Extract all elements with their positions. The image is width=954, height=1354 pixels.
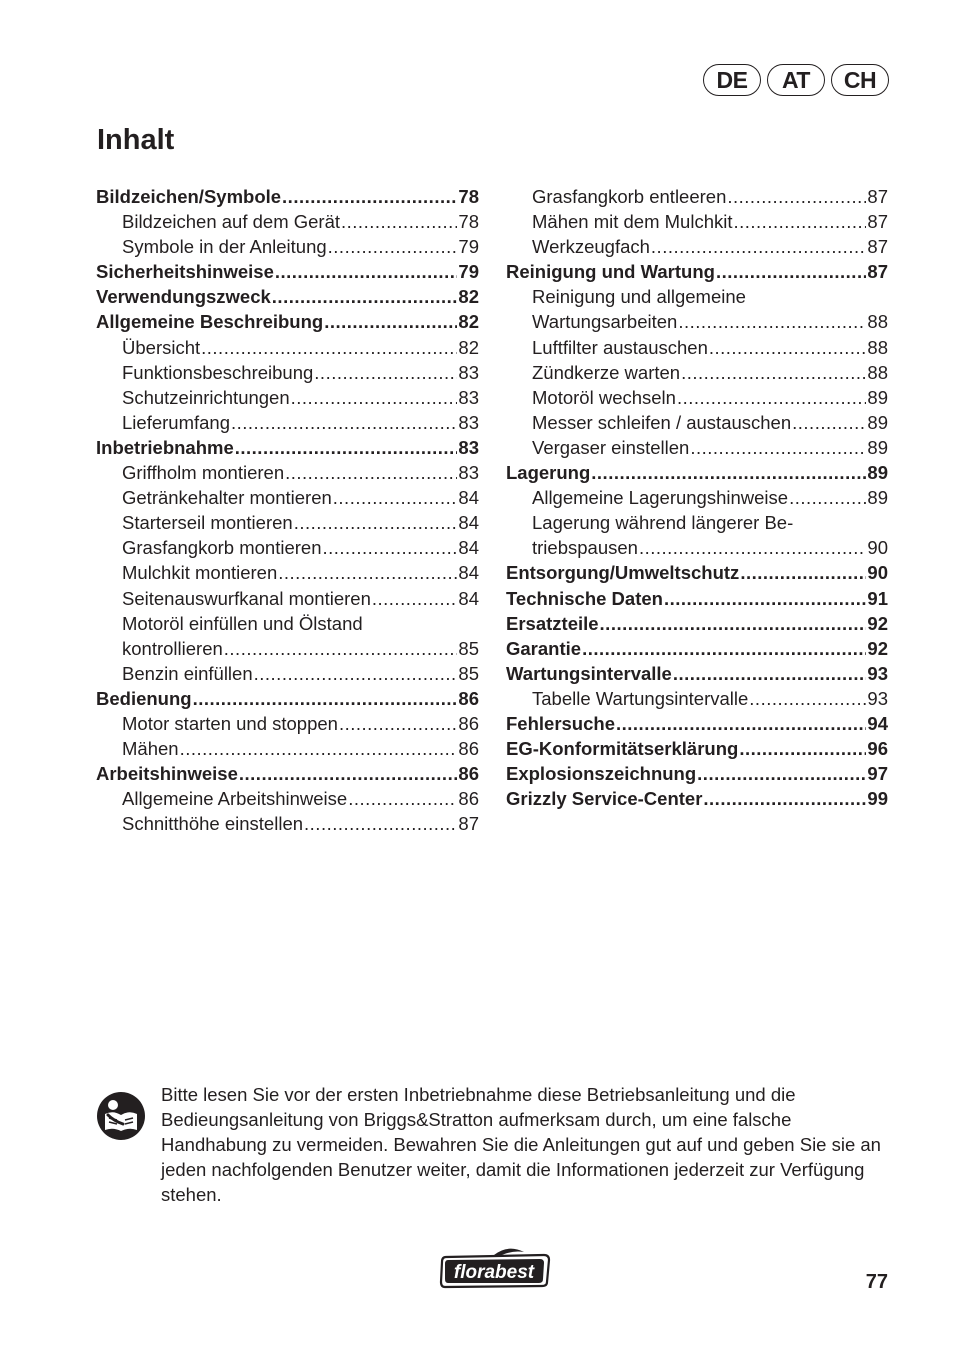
toc-entry-page: 86 [458,788,479,810]
country-badge-de: DE [703,64,761,96]
toc-leader-dots [314,360,457,385]
logo-text: florabest [453,1262,535,1283]
toc-entry-label: Schnitthöhe einstellen [122,813,304,835]
toc-subsection-entry[interactable] [96,510,479,535]
toc-subsection-entry[interactable] [96,360,479,385]
read-manual-note [96,1082,896,1207]
toc-subsection-entry[interactable] [96,335,479,360]
toc-entry-label: Getränkehalter montieren [122,487,332,509]
toc-entry-page: 96 [867,738,888,760]
toc-subsection-entry[interactable] [506,209,888,234]
toc-leader-dots [703,786,866,811]
toc-subsection-entry[interactable] [96,209,479,234]
toc-entry-page: 83 [458,436,479,458]
toc-entry-label: Starterseil montieren [122,512,293,534]
toc-leader-dots [697,761,866,786]
toc-leader-dots [294,510,458,535]
toc-entry-page: 90 [867,537,888,559]
country-badges [703,64,889,96]
toc-entry-label: Zündkerze warten [532,361,681,383]
toc-subsection-entry[interactable] [506,309,888,334]
toc-leader-dots [749,686,866,711]
toc-section-entry[interactable] [96,184,479,209]
toc-entry-label: Schutzeinrichtungen [122,386,290,408]
toc-subsection-entry[interactable] [506,435,888,460]
toc-section-entry[interactable] [506,586,888,611]
toc-entry-page: 93 [867,687,888,709]
toc-leader-dots [673,661,867,686]
toc-leader-dots [275,259,458,284]
toc-leader-dots [341,209,457,234]
toc-entry-page: 88 [867,336,888,358]
toc-entry-label: Entsorgung/Umweltschutz [506,562,740,584]
toc-section-entry[interactable] [506,611,888,636]
toc-entry-page: 79 [458,261,479,283]
toc-subsection-entry[interactable] [96,460,479,485]
toc-leader-dots [180,736,458,761]
toc-entry-label: Wartungsarbeiten [532,311,678,333]
toc-subsection-entry[interactable] [506,410,888,435]
toc-entry-label: Funktionsbeschreibung [122,361,314,383]
toc-section-entry[interactable] [506,460,888,485]
toc-subsection-entry[interactable] [96,410,479,435]
toc-leader-dots [348,786,457,811]
toc-subsection-entry[interactable] [96,234,479,259]
toc-entry-page: 85 [458,637,479,659]
toc-entry-label: Luftfilter austauschen [532,336,708,358]
toc-subsection-entry[interactable] [96,535,479,560]
toc-entry-page: 82 [458,311,479,333]
toc-leader-dots [690,435,866,460]
toc-section-entry[interactable] [506,636,888,661]
toc-leader-dots [278,560,457,585]
toc-entry-page: 83 [458,361,479,383]
toc-subsection-entry[interactable] [96,485,479,510]
toc-entry-label: Lagerung während längerer Be- [532,512,794,534]
toc-leader-dots [677,385,866,410]
toc-entry-label: Reinigung und allgemeine [532,286,746,308]
toc-leader-dots [792,410,866,435]
toc-right-column [506,184,888,811]
toc-section-entry[interactable] [96,284,479,309]
toc-entry-page: 84 [458,562,479,584]
toc-subsection-entry[interactable] [506,360,888,385]
toc-entry-label: Übersicht [122,336,201,358]
toc-subsection-entry[interactable] [96,661,479,686]
toc-leader-dots [224,636,458,661]
toc-entry-label: kontrollieren [122,637,223,659]
toc-subsection-entry[interactable] [506,485,888,510]
toc-entry-page: 89 [867,411,888,433]
toc-entry-label: Griffholm montieren [122,462,285,484]
toc-leader-dots [339,711,457,736]
read-manual-text: Bitte lesen Sie vor der ersten Inbetriebnahme diese Betriebsanleitung und die Bedieungsanleitung von Briggs&Stratton aufmerksam durch, um eine falsche Handhabung zu vermeiden. Bewahren Sie die Anleitungen gut auf und geben Sie sie an jeden nachfolgenden Benutzer weiter, damit die Informationen jederzeit zur Verfügung stehen. [161,1084,881,1206]
toc-leader-dots [739,736,866,761]
toc-entry-page: 83 [458,411,479,433]
toc-leader-dots [616,711,866,736]
toc-entry-label: Reinigung und Wartung [506,261,715,283]
toc-entry-page: 86 [458,712,479,734]
toc-entry-label: Motoröl wechseln [532,386,676,408]
toc-section-entry[interactable] [96,259,479,284]
toc-entry-page: 97 [867,763,888,785]
toc-entry-label: Grizzly Service-Center [506,788,703,810]
country-badge-ch: CH [831,64,889,96]
toc-leader-dots [789,485,866,510]
toc-leader-dots [328,234,458,259]
toc-entry-page: 83 [458,386,479,408]
toc-subsection-entry[interactable] [506,385,888,410]
toc-leader-dots [582,636,866,661]
toc-entry-label: Vergaser einstellen [532,436,690,458]
toc-section-entry[interactable] [96,309,479,334]
toc-subsection-entry[interactable] [506,284,888,309]
toc-section-entry[interactable] [506,786,888,811]
toc-entry-page: 84 [458,587,479,609]
toc-subsection-entry[interactable] [96,385,479,410]
toc-leader-dots [235,435,458,460]
toc-entry-label: Werkzeugfach [532,236,650,258]
toc-entry-label: Verwendungszweck [96,286,271,308]
toc-subsection-entry[interactable] [96,560,479,585]
toc-entry-label: Grasfangkorb montieren [122,537,322,559]
toc-section-entry[interactable] [506,259,888,284]
toc-entry-page: 87 [867,261,888,283]
toc-entry-label: Technische Daten [506,587,663,609]
page-number: 77 [865,1271,888,1293]
toc-leader-dots [678,309,866,334]
toc-subsection-entry[interactable] [96,636,479,661]
toc-entry-label: Lagerung [506,462,591,484]
toc-leader-dots [333,485,458,510]
toc-subsection-entry[interactable] [506,184,888,209]
toc-leader-dots [727,184,866,209]
toc-entry-page: 86 [458,687,479,709]
toc-subsection-entry[interactable] [96,586,479,611]
toc-leader-dots [323,535,458,560]
toc-section-entry[interactable] [506,711,888,736]
toc-entry-page: 83 [458,462,479,484]
toc-leader-dots [291,385,458,410]
toc-leader-dots [664,586,866,611]
toc-section-entry[interactable] [506,560,888,585]
toc-leader-dots [600,611,867,636]
toc-entry-label: Benzin einfüllen [122,662,253,684]
toc-entry-page: 92 [867,637,888,659]
toc-entry-label: Arbeitshinweise [96,763,238,785]
toc-entry-label: Motoröl einfüllen und Ölstand [122,612,363,634]
toc-leader-dots [231,410,457,435]
toc-section-entry[interactable] [96,686,479,711]
toc-leader-dots [651,234,867,259]
toc-entry-label: Fehlersuche [506,712,615,734]
toc-entry-page: 99 [867,788,888,810]
toc-entry-page: 90 [867,562,888,584]
toc-entry-label: Garantie [506,637,582,659]
toc-entry-label: Symbole in der Anleitung [122,236,327,258]
toc-entry-label: Bedienung [96,687,192,709]
toc-subsection-entry[interactable] [96,811,479,836]
toc-subsection-entry[interactable] [96,786,479,811]
toc-entry-label: triebspausen [532,537,638,559]
toc-leader-dots [740,560,866,585]
toc-leader-dots [285,460,457,485]
toc-entry-label: Messer schleifen / austauschen [532,411,792,433]
florabest-logo [438,1246,552,1290]
toc-entry-page: 88 [867,311,888,333]
toc-subsection-entry[interactable] [506,510,888,535]
toc-entry-label: Seitenauswurfkanal montieren [122,587,371,609]
toc-entry-label: Explosionszeichnung [506,763,697,785]
toc-entry-label: Wartungsintervalle [506,662,672,684]
toc-entry-label: Motor starten und stoppen [122,712,338,734]
toc-entry-page: 87 [867,186,888,207]
toc-subsection-entry[interactable] [96,711,479,736]
toc-entry-page: 86 [458,763,479,785]
toc-entry-page: 89 [867,386,888,408]
toc-entry-page: 85 [458,662,479,684]
toc-entry-page: 84 [458,487,479,509]
toc-entry-label: EG-Konformitätserklärung [506,738,739,760]
toc-entry-page: 92 [867,612,888,634]
toc-leader-dots [254,661,458,686]
page-title: Inhalt [97,124,175,156]
toc-subsection-entry[interactable] [96,611,479,636]
toc-subsection-entry[interactable] [506,335,888,360]
toc-entry-page: 84 [458,512,479,534]
toc-entry-page: 89 [867,487,888,509]
toc-subsection-entry[interactable] [506,535,888,560]
toc-leader-dots [193,686,458,711]
toc-entry-page: 87 [867,211,888,233]
toc-leader-dots [681,360,866,385]
toc-entry-label: Inbetriebnahme [96,436,234,458]
toc-entry-label: Mähen [122,738,179,760]
toc-entry-page: 89 [867,436,888,458]
toc-leader-dots [239,761,458,786]
toc-entry-label: Allgemeine Arbeitshinweise [122,788,348,810]
toc-section-entry[interactable] [506,661,888,686]
toc-leader-dots [201,335,457,360]
toc-entry-label: Lieferumfang [122,411,230,433]
toc-leader-dots [324,309,457,334]
toc-entry-label: Sicherheitshinweise [96,261,274,283]
toc-leader-dots [372,586,458,611]
toc-entry-label: Allgemeine Beschreibung [96,311,324,333]
toc-entry-label: Mähen mit dem Mulchkit [532,211,733,233]
toc-leader-dots [282,184,457,209]
toc-leader-dots [733,209,866,234]
toc-entry-page: 79 [458,236,479,258]
toc-entry-label: Bildzeichen auf dem Gerät [122,211,341,233]
toc-entry-page: 86 [458,738,479,760]
toc-entry-label: Allgemeine Lagerungshinweise [532,487,789,509]
toc-leader-dots [272,284,458,309]
toc-entry-page: 89 [867,462,888,484]
toc-entry-page: 82 [458,336,479,358]
toc-entry-page: 94 [867,712,888,734]
toc-subsection-entry[interactable] [96,736,479,761]
toc-entry-page: 88 [867,361,888,383]
toc-entry-page: 82 [458,286,479,308]
toc-section-entry[interactable] [506,761,888,786]
toc-section-entry[interactable] [96,761,479,786]
toc-leader-dots [716,259,866,284]
toc-entry-label: Grasfangkorb entleeren [532,186,727,207]
toc-leader-dots [639,535,866,560]
read-manual-icon [96,1091,146,1141]
toc-entry-page: 93 [867,662,888,684]
toc-section-entry[interactable] [96,435,479,460]
toc-leader-dots [591,460,866,485]
toc-section-entry[interactable] [506,736,888,761]
toc-left-column [96,184,479,836]
toc-entry-page: 78 [458,211,479,233]
toc-subsection-entry[interactable] [506,234,888,259]
toc-entry-label: Ersatzteile [506,612,599,634]
toc-entry-page: 87 [458,813,479,835]
toc-entry-label: Bildzeichen/Symbole [96,186,282,207]
toc-leader-dots [304,811,457,836]
toc-entry-label: Tabelle Wartungsintervalle [532,687,749,709]
toc-entry-label: Mulchkit montieren [122,562,278,584]
country-badge-at: AT [767,64,825,96]
toc-leader-dots [709,335,867,360]
toc-entry-page: 87 [867,236,888,258]
toc-entry-page: 91 [867,587,888,609]
toc-entry-page: 78 [458,186,479,207]
toc-entry-page: 84 [458,537,479,559]
toc-subsection-entry[interactable] [506,686,888,711]
